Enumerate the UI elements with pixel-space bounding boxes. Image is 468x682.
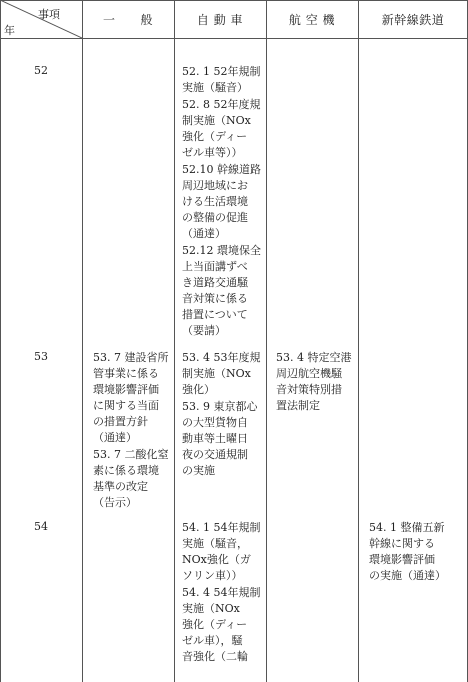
year-label: 52: [34, 64, 48, 77]
header-shinkansen: 新幹線鉄道: [381, 12, 445, 27]
table-entry: 52. 1 52年規制 実施（騒音）: [182, 65, 261, 94]
year-label: 53: [34, 350, 48, 363]
left-border: [0, 0, 1, 682]
header-general: 一 般: [102, 12, 153, 27]
header-auto: 自 動 車: [196, 12, 244, 27]
shinkansen-cell: [369, 520, 464, 585]
divider-4: [358, 0, 359, 682]
table-entry: 53. 4 53年度規 制実施（NOx 強化）: [182, 351, 261, 396]
general-cell: [93, 350, 173, 512]
table-entry: 54. 1 54年規制 実施（騒音， NOx強化（ガ ソリン車））: [182, 521, 261, 582]
air-cell: [276, 350, 360, 415]
table-entry: 53. 4 特定空港 周辺航空機騒 音対策特別措 置法制定: [276, 351, 352, 412]
auto-cell: [182, 350, 268, 480]
year-label: 54: [34, 520, 48, 533]
table-entry: 54. 4 54年規制 実施（NOx 強化（ディー ゼル車），騒 音強化（二輪: [182, 586, 261, 663]
divider-2: [174, 0, 175, 682]
auto-cell: [182, 520, 268, 666]
auto-cell: [182, 64, 268, 340]
top-border: [0, 0, 468, 1]
header-separator: [0, 38, 468, 39]
corner-items-label: 事項: [38, 8, 60, 21]
table-entry: 54. 1 整備五新 幹線に関する 環境影響評価 の実施（通達）: [369, 521, 446, 582]
table-entry: 52.10 幹線道路 周辺地域にお ける生活環境 の整備の促進 （通達）: [182, 163, 261, 240]
corner-year-label: 年: [4, 24, 15, 37]
divider-1: [82, 0, 83, 682]
table-entry: 53. 9 東京都心 の大型貨物自 動車等土曜日 夜の交通規制 の実施: [182, 400, 258, 477]
table-entry: 53. 7 建設省所 管事業に係る 環境影響評価 に関する当面 の措置方針 （通達）: [93, 351, 169, 444]
table-entry: 52. 8 52年度規 制実施（NOx 強化（ディー ゼル車等））: [182, 98, 261, 159]
table-entry: 53. 7 二酸化窒 素に係る環境 基準の改定 （告示）: [93, 448, 169, 509]
header-air: 航 空 機: [288, 12, 336, 27]
table-entry: 52.12 環境保全 上当面講ずべ き道路交通騒 音対策に係る 措置について （要請）: [182, 244, 261, 337]
